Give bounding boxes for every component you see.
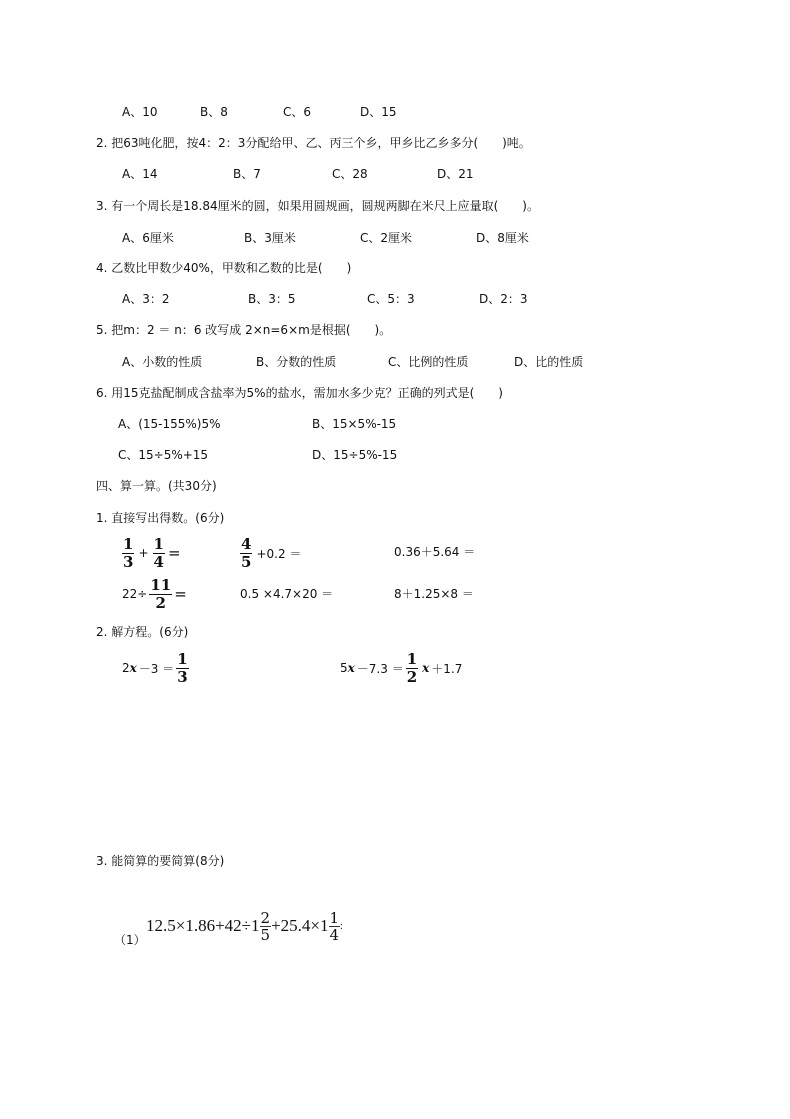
q2-question: 2. 把63吨化肥，按4：2：3分配给甲、乙、丙三个乡，甲乡比乙乡多分( )吨。	[96, 136, 531, 150]
expression-part: 12.5×1.86+42÷1	[146, 916, 260, 935]
fraction	[149, 577, 172, 612]
expression-rest: +0.2 ＝	[256, 546, 302, 561]
calc-item-6: 8＋1.25×8 ＝	[394, 587, 474, 601]
q2-option-d[interactable]: D、21	[437, 167, 474, 181]
fraction	[240, 536, 252, 571]
q2-option-c[interactable]: C、28	[332, 167, 368, 181]
variable-x: x	[129, 661, 137, 675]
denominator: 5	[241, 552, 252, 571]
coefficient: 5	[340, 661, 348, 675]
q6-option-a[interactable]: A、(15-155%)5%	[118, 417, 221, 431]
equation-tail: ＋1.7	[431, 661, 463, 676]
q4-option-b[interactable]: B、3：5	[248, 292, 296, 306]
calc-item-1	[122, 533, 181, 573]
denominator: 4	[153, 552, 164, 571]
numerator: 2	[260, 908, 271, 927]
numerator: 4	[241, 534, 252, 553]
q6-option-c[interactable]: C、15÷5%+15	[118, 448, 209, 462]
equals-sign: =	[174, 585, 187, 603]
denominator: 3	[123, 552, 134, 571]
q3-question: 3. 有一个周长是18.84厘米的圆，如果用圆规画，圆规两脚在米尺上应量取( )。	[96, 199, 539, 213]
q2-option-a[interactable]: A、14	[122, 167, 158, 181]
q4-option-a[interactable]: A、3：2	[122, 292, 170, 306]
fraction	[153, 536, 165, 571]
expression-prefix: 22÷	[122, 587, 148, 601]
numerator: 1	[406, 649, 418, 668]
plus-sign: +	[138, 546, 149, 560]
mixed-fraction	[260, 910, 272, 943]
q5-option-d[interactable]: D、比的性质	[514, 355, 584, 369]
variable-x: x	[422, 661, 430, 675]
section-title: 四、算一算。(共30分)	[96, 479, 217, 493]
q5-option-a[interactable]: A、小数的性质	[122, 355, 203, 369]
q6-option-d[interactable]: D、15÷5%-15	[312, 448, 398, 462]
calc-item-2	[240, 533, 301, 573]
q1-option-d[interactable]: D、15	[360, 105, 397, 119]
equation-middle: －3 ＝	[138, 661, 175, 676]
denominator: 2	[155, 593, 166, 612]
fraction	[406, 651, 418, 686]
q5-option-c[interactable]: C、比例的性质	[388, 355, 469, 369]
numerator: 1	[153, 534, 164, 553]
numerator: 1	[329, 908, 340, 927]
equation-1	[122, 648, 189, 688]
numerator: 11	[150, 575, 172, 594]
expression-part: +25.4×1	[271, 916, 329, 935]
simplify-expression	[146, 904, 343, 948]
denominator: 2	[406, 667, 418, 686]
q1-option-b[interactable]: B、8	[200, 105, 228, 119]
calc-item-3: 0.36＋5.64 ＝	[394, 545, 476, 559]
q3-option-a[interactable]: A、6厘米	[122, 231, 174, 245]
q4-option-d[interactable]: D、2：3	[479, 292, 528, 306]
denominator: 3	[177, 667, 188, 686]
fraction	[122, 536, 134, 571]
q6-option-b[interactable]: B、15×5%-15	[312, 417, 397, 431]
equations-title: 2. 解方程。(6分)	[96, 625, 189, 639]
mixed-fraction	[329, 910, 341, 943]
equals-sign: =	[167, 544, 181, 562]
q5-question: 5. 把m：2 ＝ n：6 改写成 2×n=6×m是根据( )。	[96, 323, 392, 337]
q3-option-d[interactable]: D、8厘米	[476, 231, 529, 245]
q3-option-b[interactable]: B、3厘米	[244, 231, 296, 245]
q4-question: 4. 乙数比甲数少40%，甲数和乙数的比是( )	[96, 261, 352, 275]
variable-x: x	[347, 661, 355, 675]
expression-tail: :	[340, 920, 343, 932]
numerator: 1	[123, 534, 134, 553]
equation-middle: －7.3 ＝	[356, 661, 404, 676]
q6-question: 6. 用15克盐配制成含盐率为5%的盐水，需加水多少克？正确的列式是( )	[96, 386, 503, 400]
coefficient: 2	[122, 661, 130, 675]
q1-option-c[interactable]: C、6	[283, 105, 312, 119]
simplify-title: 3. 能简算的要简算(8分)	[96, 854, 225, 868]
q3-option-c[interactable]: C、2厘米	[360, 231, 413, 245]
q4-option-c[interactable]: C、5：3	[367, 292, 415, 306]
equation-2	[340, 648, 462, 688]
calc-item-5: 0.5 ×4.7×20 ＝	[240, 587, 334, 601]
fraction	[176, 651, 188, 686]
numerator: 1	[177, 649, 188, 668]
q2-option-b[interactable]: B、7	[233, 167, 261, 181]
calc-item-4	[122, 574, 187, 614]
denominator: 5	[260, 925, 271, 944]
q1-option-a[interactable]: A、10	[122, 105, 158, 119]
denominator: 4	[329, 925, 340, 944]
item-label: （1）	[114, 933, 146, 947]
calc-title: 1. 直接写出得数。(6分)	[96, 511, 225, 525]
q5-option-b[interactable]: B、分数的性质	[256, 355, 337, 369]
